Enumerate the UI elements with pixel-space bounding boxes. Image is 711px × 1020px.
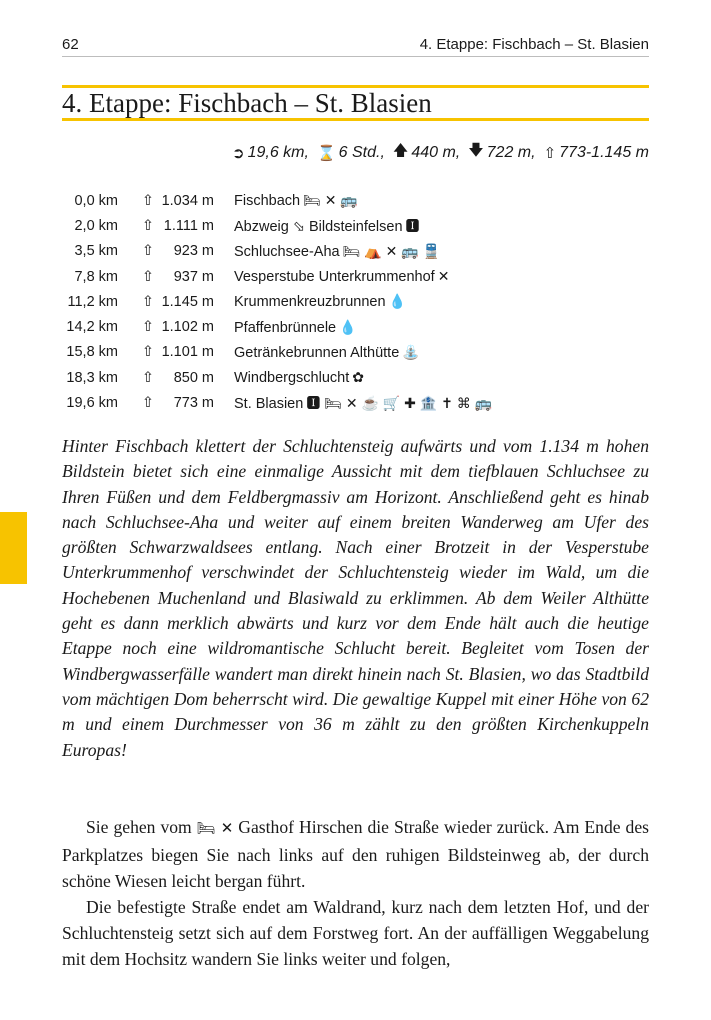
facility-icons: 💧: [339, 318, 357, 335]
ascent-arrow-icon: 🡅: [392, 142, 409, 159]
altitude-arrow-icon: ⇧: [141, 395, 154, 412]
route-km: 18,3 km: [66, 369, 118, 386]
stage-title: 4. Etappe: Fischbach – St. Blasien: [62, 88, 432, 118]
altitude-arrow-icon: ⇧: [543, 144, 557, 162]
route-place: Pfaffenbrünnele: [234, 319, 337, 336]
facility-icons: ⛲: [402, 343, 420, 360]
stage-summary: [232, 140, 649, 165]
altitude-arrow-icon: ⇧: [141, 293, 154, 310]
facility-icons: 🛏 ⛺ ✕ 🚌 🚆: [342, 242, 440, 259]
route-km: 3,5 km: [74, 243, 118, 260]
route-altitude: 850 m: [173, 369, 214, 386]
route-place: Getränkebrunnen Althütte: [234, 344, 400, 361]
route-km: 11,2 km: [67, 293, 118, 310]
facility-icons: 💧: [388, 293, 406, 310]
intro-paragraph: Hinter Fischbach klettert der Schluchtensteig aufwärts und vom 1.134 m hohen Bildstein bietet sich eine einmalige Aussicht mit dem tiefblauen Schluchsee zu Ihren Füßen und dem Feldbergmassiv am Horizont. Anschließend geht es hinab nach Schluchsee-Aha und weiter auf einem breiten Wanderweg am Ufer des größten Schwarzwaldsees entlang. Nach einer Brotzeit in der Vesperstube Unterkrummenhof verschwindet der Schluchtensteig wieder im Wald, um die Hochebenen Muchenland und Blasiwald zu erklimmen. Ab dem Weiler Althütte geht es dann merklich abwärts und kurz vor dem Ende hält auch die heutige Etappe noch eine wildromantische Schlucht bereit. Begleitet vom Tosen der Windbergwasserfälle wandert man direkt hinein nach St. Blasien, wo das Stadtbild vom mächtigen Dom beherrscht wird. Die gewaltige Kuppel mit einer Höhe von 62 m und einem Durchmesser von 36 m zählt zu den größten Kirchenkuppeln Europas!: [62, 436, 649, 760]
route-altitude: 923 m: [173, 243, 214, 260]
facility-icons: 🅸: [405, 217, 420, 234]
table-row: [60, 239, 492, 264]
route-altitude: 773 m: [173, 395, 214, 412]
chapter-tab-marker: [0, 512, 27, 584]
facility-icons: 🛏 ✕ 🚌: [303, 192, 358, 209]
route-km: 0,0 km: [74, 192, 118, 209]
route-altitude: 1.034 m: [161, 192, 214, 209]
route-place: Fischbach: [234, 193, 301, 210]
route-place: Schluchsee-Aha: [234, 243, 340, 260]
descent-arrow-icon: 🡇: [468, 142, 484, 159]
summary-descent: 722 m,: [486, 143, 536, 161]
body-paragraph: [62, 814, 649, 894]
route-km: 7,8 km: [74, 268, 118, 285]
route-table: [60, 188, 492, 416]
body-paragraph: Die befestigte Straße endet am Waldrand, kurz nach dem letzten Hof, und der Schluchtensteig setzt sich auf dem Forstweg fort. An der auffälligen Weggabelung mit dem Hochsitz wandern Sie links weiter und folgen,: [62, 897, 649, 969]
route-place: Abzweig ⬂ Bildsteinfelsen: [234, 218, 403, 235]
hourglass-icon: ⌛: [316, 144, 336, 162]
route-place: Windbergschlucht: [234, 370, 350, 387]
facility-icons: ✿: [352, 369, 364, 386]
body-text: [62, 814, 649, 972]
table-row: [60, 390, 492, 415]
title-rule-bottom: [62, 118, 649, 121]
table-row: [60, 314, 492, 339]
altitude-arrow-icon: ⇧: [141, 217, 154, 234]
table-row: [60, 365, 492, 390]
summary-duration: 6 Std.,: [338, 143, 385, 161]
route-altitude: 937 m: [173, 268, 214, 285]
altitude-arrow-icon: ⇧: [141, 369, 154, 386]
route-km: 15,8 km: [66, 344, 118, 361]
altitude-arrow-icon: ⇧: [141, 268, 154, 285]
route-km: 14,2 km: [66, 319, 118, 336]
table-row: [60, 213, 492, 238]
route-altitude: 1.102 m: [161, 319, 214, 336]
summary-distance: 19,6 km,: [247, 143, 309, 161]
route-place: Krummenkreuzbrunnen: [234, 294, 386, 311]
facility-icons: 🅸 🛏 ✕ ☕ 🛒 ✚ 🏦 ✝ ⌘ 🚌: [306, 395, 493, 412]
altitude-arrow-icon: ⇧: [141, 192, 154, 209]
route-arrow-icon: ➲: [232, 144, 245, 162]
route-km: 2,0 km: [74, 217, 118, 234]
summary-altitude-range: 773-1.145 m: [559, 143, 649, 161]
table-row: [60, 289, 492, 314]
body-text-span: Sie gehen vom: [86, 817, 192, 837]
summary-ascent: 440 m,: [411, 143, 461, 161]
route-altitude: 1.111 m: [163, 217, 214, 234]
table-row: [60, 340, 492, 365]
route-place: Vesperstube Unterkrummenhof: [234, 269, 435, 286]
altitude-arrow-icon: ⇧: [141, 319, 154, 336]
table-row: [60, 264, 492, 289]
body-text-span: Gasthof Hirschen die Straße wieder zurück. Am Ende des Parkplatzes biegen Sie nach links auf den ruhigen Bildsteinweg ab, der durch schöne Wiesen leicht bergan führt.: [62, 817, 649, 891]
running-header: [62, 36, 649, 57]
route-altitude: 1.101 m: [161, 344, 214, 361]
table-row: [60, 188, 492, 213]
running-title: 4. Etappe: Fischbach – St. Blasien: [419, 36, 649, 53]
route-km: 19,6 km: [66, 395, 118, 412]
route-altitude: 1.145 m: [161, 293, 214, 310]
facility-icons: ✕: [437, 268, 450, 285]
altitude-arrow-icon: ⇧: [141, 243, 154, 260]
route-place: St. Blasien: [234, 396, 304, 413]
altitude-arrow-icon: ⇧: [141, 344, 154, 361]
bed-cutlery-icon: 🛏 ✕: [196, 821, 234, 837]
page-number: 62: [62, 36, 79, 53]
